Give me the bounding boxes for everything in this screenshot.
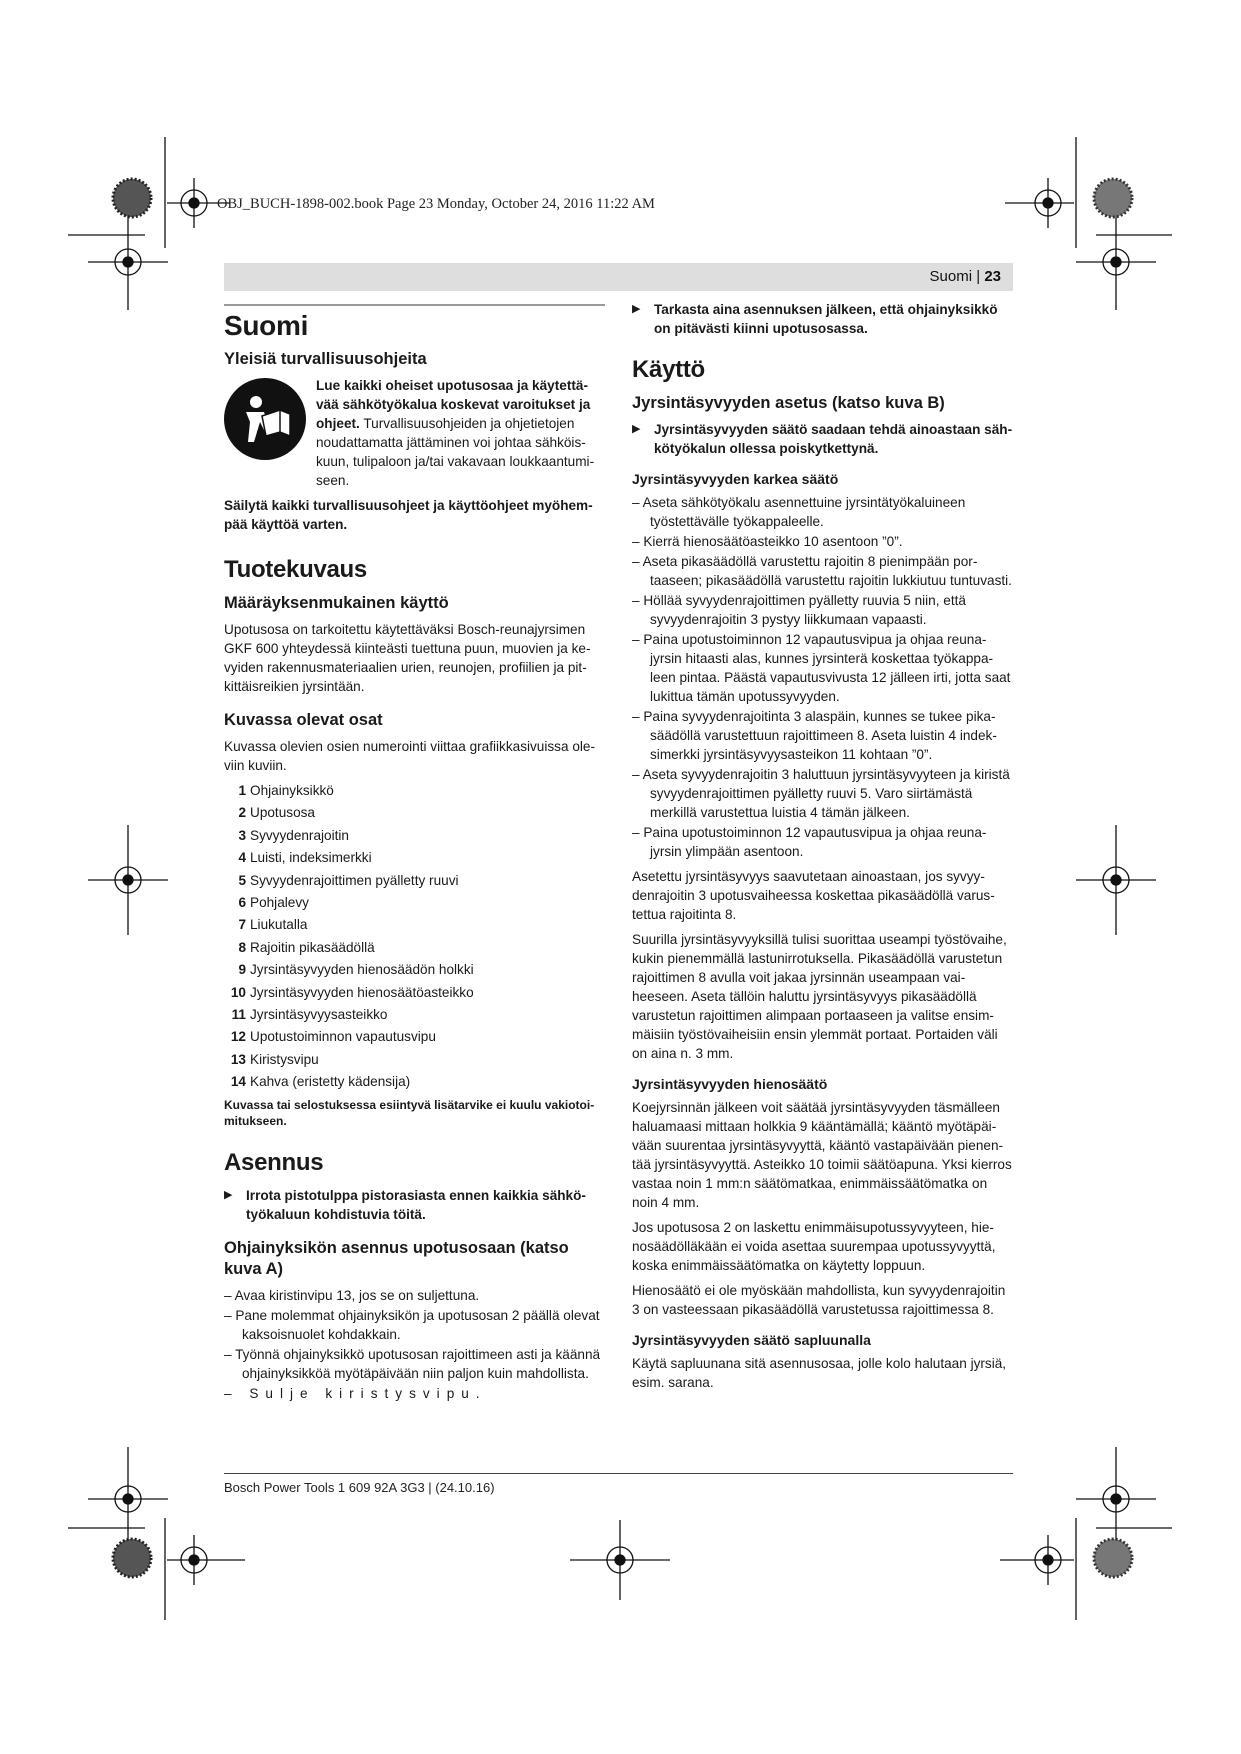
- book-file-line: OBJ_BUCH-1898-002.book Page 23 Monday, October 24, 2016 11:22 AM: [217, 196, 655, 212]
- coarse-paragraph-1: Asetettu jyrsintäsyvyys saavutetaan ainoastaan, jos syvyydenrajoitin 3 upotusvaiheessa koskettaa pikasäädöllä varustettua rajoitinta 8.: [632, 869, 995, 922]
- arrow-bullet-icon: ▶: [632, 303, 641, 315]
- list-item: [224, 826, 605, 845]
- part-number: 10: [230, 984, 246, 1000]
- depth-warning-text: Jyrsintäsyvyyden säätö saadaan tehdä ainoastaan sähkötyökalun ollessa poiskytkettynä.: [654, 422, 1013, 456]
- list-item: [224, 893, 605, 912]
- part-number: 1: [238, 783, 246, 798]
- list-item: [224, 803, 605, 822]
- part-number: 11: [231, 1006, 246, 1022]
- part-name: Rajoitin pikasäädöllä: [250, 939, 375, 955]
- safety-warning-block: [224, 376, 605, 490]
- part-name: Upotustoiminnon vapautusvipu: [250, 1029, 436, 1045]
- list-item: [224, 938, 605, 957]
- accessory-note: Kuvassa tai selostuksessa esiintyvä lisätarvike ei kuulu vakiotoimitukseen.: [224, 1098, 595, 1129]
- part-name: Jyrsintäsyvyyden hienosäädön holkki: [250, 962, 474, 978]
- part-number: 6: [238, 894, 246, 910]
- part-number: 5: [238, 872, 246, 888]
- safety-bold-text: Lue kaikki oheiset upotusosaa ja käytettävää sähkötyökalua koskevat varoitukset ja ohjeet.: [316, 378, 591, 431]
- list-item: [224, 848, 605, 867]
- read-manual-icon: [224, 378, 306, 460]
- footer-rule: [224, 1473, 1013, 1474]
- intended-use-text: Upotusosa on tarkoitettu käytettäväksi Bosch-reunajyrsimen GKF 600 yhteydessä kiinteästi tuettuna puun, muovien ja kevyiden rakennusmateriaalien urien, reunojen, profiilien ja pitkittäisreikien jyrsintään.: [224, 622, 591, 694]
- part-name: Kahva (eristetty kädensija): [250, 1074, 411, 1090]
- part-number: 8: [238, 939, 246, 955]
- list-item: – Kierrä hienosäätöasteikko 10 asentoon ”0”.: [632, 534, 903, 549]
- part-name: Jyrsintäsyvyysasteikko: [250, 1006, 388, 1022]
- part-number: 14: [230, 1074, 246, 1090]
- part-name: Upotusosa: [250, 805, 315, 821]
- template-heading: Jyrsintäsyvyyden säätö sapluunalla: [632, 1332, 871, 1348]
- list-item: [224, 1072, 605, 1091]
- check-mount-note: [632, 300, 1013, 338]
- depth-warning: [632, 420, 1013, 458]
- fine-paragraph-1: Koejyrsinnän jälkeen voit säätää jyrsintäsyvyyden täsmälleen haluamaasi mittaan holkkia 9 kääntämällä; kääntö myötäpäivään suurentaa jyrsintäsyvyyttä, kääntö vastapäivään pienentää jyrsintäsyvyyttä. Asteikko 10 toimii säätöapuna. Yksi kierros vastaa noin 1 mm:n säätömatkaa, enimmäissäätömatka on noin 4 mm.: [632, 1100, 1012, 1210]
- list-item: [224, 983, 605, 1002]
- guide-steps-list: [224, 1286, 605, 1403]
- part-name: Jyrsintäsyvyyden hienosäätöasteikko: [250, 984, 474, 1000]
- fine-paragraph-2: Jos upotusosa 2 on laskettu enimmäisupotussyvyyteen, hienosäädölläkään ei voida asettaa suurempaa upotussyvyyttä, koska enimmäissäätömatka on käytetty loppuun.: [632, 1220, 996, 1273]
- part-name: Ohjainyksikkö: [250, 783, 334, 798]
- part-name: Liukutalla: [250, 917, 308, 933]
- part-number: 12: [230, 1029, 246, 1045]
- coarse-paragraph-2: Suurilla jyrsintäsyvyyksillä tulisi suorittaa useampi työstövaihe, kukin pienemmällä lastunirrotuksella. Pikasäädöllä varustetun rajoittimen 8 avulla voit jakaa jyrsinnän useampaan vaiheeseen. Aseta tällöin haluttu jyrsintäsyvyys pikasäädöllä varustetun rajoittimen alimpaan portaaseen ja valitse ensimmäisiin työstövaiheisiin ensin ylemmät portaat. Portaiden väli on aina n. 3 mm.: [632, 932, 1007, 1061]
- list-item: [224, 1050, 605, 1069]
- part-number: 4: [238, 850, 246, 866]
- part-name: Syvyydenrajoittimen pyälletty ruuvi: [250, 872, 459, 888]
- guide-unit-heading: Ohjainyksikön asennus upotusosaan (katso kuva A): [224, 1239, 569, 1279]
- part-number: 7: [238, 917, 246, 933]
- list-item: – Sulje kiristysvipu.: [224, 1386, 487, 1402]
- page-number: Suomi | 23: [929, 268, 1001, 285]
- part-number: 13: [230, 1051, 246, 1067]
- intended-use-heading: Määräyksenmukainen käyttö: [224, 594, 449, 612]
- section-rule: [224, 304, 605, 306]
- header-page: 23: [984, 268, 1001, 285]
- safety-warning-text: [316, 376, 605, 490]
- safety-heading: Yleisiä turvallisuusohjeita: [224, 350, 427, 368]
- page-header-bar: [224, 263, 1013, 291]
- check-mount-text: Tarkasta aina asennuksen jälkeen, että ohjainyksikkö on pitävästi kiinni upotusosassa.: [654, 302, 998, 336]
- part-number: 9: [238, 962, 246, 978]
- list-item: [224, 871, 605, 890]
- coarse-steps-list: [632, 493, 1013, 861]
- unplug-warning: [224, 1186, 605, 1224]
- safety-normal-text: Turvallisuusohjeiden ja ohjetietojen noudattamatta jättäminen voi johtaa sähköiskuun, tulipaloon ja/tai vakavaan loukkaantumiseen.: [316, 416, 595, 488]
- section-title-suomi: Suomi: [224, 310, 309, 341]
- part-name: Luisti, indeksimerkki: [250, 850, 372, 866]
- unplug-warning-text: Irrota pistotulppa pistorasiasta ennen kaikkia sähkötyökaluun kohdistuvia töitä.: [246, 1188, 586, 1223]
- parts-heading: Kuvassa olevat osat: [224, 711, 383, 729]
- list-item: – Paina upotustoiminnon 12 vapautusvipua ja ohjaa reunajyrsin hitaasti alas, kunnes jyrsinterä koskettaa työkappaleen pintaa. Päästä vapautusvivusta 12 jälleen irti, jotta saat lukittua tämän upotussyvyyden.: [632, 632, 1011, 704]
- part-number: 3: [238, 827, 246, 843]
- right-column: [632, 300, 1013, 1398]
- list-item: – Avaa kiristinvipu 13, jos se on suljettuna.: [224, 1288, 480, 1304]
- part-name: Pohjalevy: [250, 894, 309, 910]
- part-name: Kiristysvipu: [250, 1051, 319, 1067]
- list-item: – Paina syvyydenrajoitinta 3 alaspäin, kunnes se tukee pikasäädöllä varustettuun rajoittimeen 8. Aseta luistin 4 indeksimerkki jyrsintäsyvyysasteikon 11 kohtaan ”0”.: [632, 709, 997, 762]
- keep-instructions-note: Säilytä kaikki turvallisuusohjeet ja käyttöohjeet myöhempää käyttöä varten.: [224, 498, 593, 532]
- parts-intro: Kuvassa olevien osien numerointi viittaa grafiikkasivuissa oleviin kuviin.: [224, 739, 595, 773]
- section-title-usage: Käyttö: [632, 356, 705, 383]
- footer-text: Bosch Power Tools 1 609 92A 3G3 | (24.10.16): [224, 1480, 495, 1495]
- part-number: 2: [238, 805, 246, 821]
- coarse-heading: Jyrsintäsyvyyden karkea säätö: [632, 471, 839, 487]
- list-item: [224, 781, 605, 800]
- list-item: – Paina upotustoiminnon 12 vapautusvipua ja ohjaa reunajyrsin ylimpään asentoon.: [632, 825, 987, 859]
- list-item: [224, 1005, 605, 1024]
- section-title-assembly: Asennus: [224, 1149, 324, 1177]
- list-item: – Pane molemmat ohjainyksikön ja upotusosan 2 päällä olevat kaksoisnuolet kohdakkain.: [224, 1308, 600, 1343]
- depth-setting-heading: Jyrsintäsyvyyden asetus (katso kuva B): [632, 394, 945, 412]
- list-item: – Aseta sähkötyökalu asennettuine jyrsintätyökaluineen työstettävälle työkappaleelle.: [632, 495, 966, 529]
- template-text: Käytä sapluunana sitä asennusosaa, jolle kolo halutaan jyrsiä, esim. sarana.: [632, 1356, 1007, 1390]
- list-item: – Höllää syvyydenrajoittimen pyälletty ruuvia 5 niin, että syvyydenrajoitin 3 pystyy liikkumaan vapaasti.: [632, 593, 966, 627]
- list-item: – Työnnä ohjainyksikkö upotusosan rajoittimeen asti ja käännä ohjainyksikköä myötäpäivään niin paljon kuin mahdollista.: [224, 1347, 601, 1382]
- part-name: Syvyydenrajoitin: [250, 827, 349, 843]
- list-item: – Aseta syvyydenrajoitin 3 haluttuun jyrsintäsyvyyteen ja kiristä syvyydenrajoittimen pyälletty ruuvi 5. Varo siirtämästä merkillä varustettua luistia 4 tämän jälkeen.: [632, 767, 1010, 820]
- arrow-bullet-icon: ▶: [632, 423, 641, 435]
- list-item: [224, 1027, 605, 1046]
- parts-list: [224, 781, 605, 1091]
- left-column: [224, 300, 605, 1409]
- header-language: Suomi: [929, 268, 973, 285]
- list-item: – Aseta pikasäädöllä varustettu rajoitin 8 pienimpään portaaseen; pikasäädöllä varustettu rajoitin lukkiutuu tuntuvasti.: [632, 554, 1012, 588]
- fine-paragraph-3: Hienosäätö ei ole myöskään mahdollista, kun syvyydenrajoitin 3 on vasteessaan pikasäädöllä varustetussa rajoittimessa 8.: [632, 1283, 1006, 1317]
- list-item: [224, 915, 605, 934]
- list-item: [224, 960, 605, 979]
- fine-heading: Jyrsintäsyvyyden hienosäätö: [632, 1076, 828, 1092]
- arrow-bullet-icon: ▶: [224, 1189, 233, 1202]
- section-title-product: Tuotekuvaus: [224, 556, 367, 583]
